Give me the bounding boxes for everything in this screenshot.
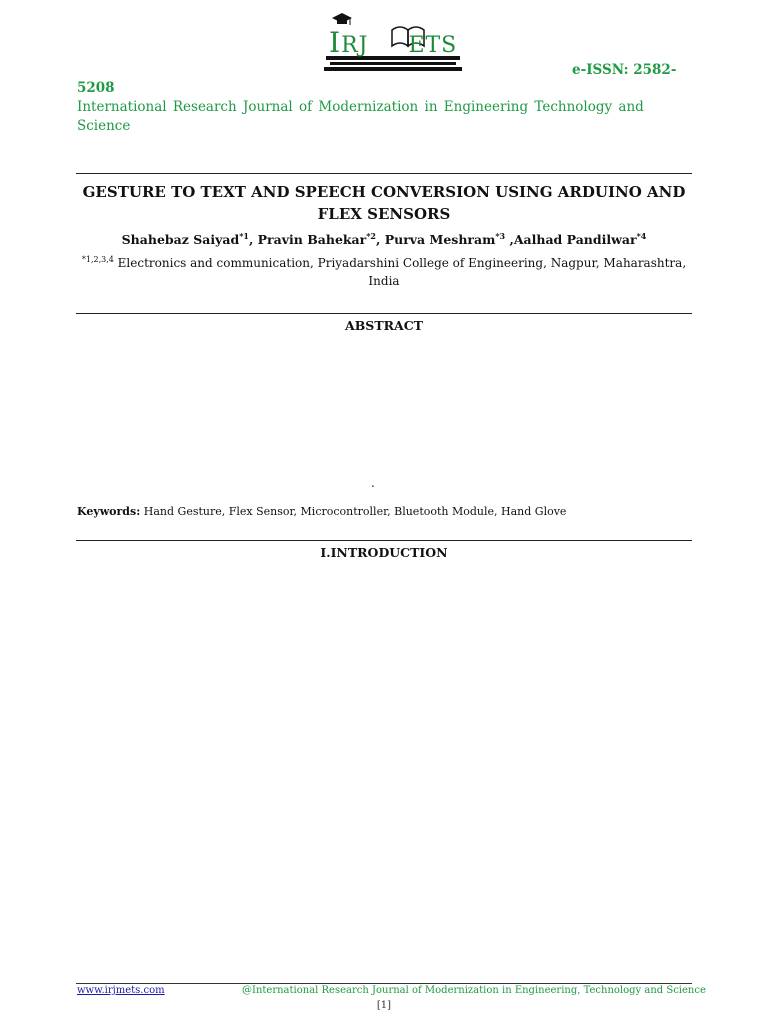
page-number: [1]: [376, 1000, 392, 1011]
author-name: Aalhad Pandilwar: [513, 232, 637, 247]
author-mark: *1: [239, 230, 249, 241]
abstract-placeholder-dot: .: [371, 476, 375, 490]
journal-name: International Research Journal of Modernization in Engineering Technology and Science: [77, 99, 644, 134]
affiliation-marks: *1,2,3,4: [81, 255, 114, 264]
author-mark: *4: [636, 230, 647, 241]
keywords-label: Keywords:: [77, 505, 141, 518]
website-link[interactable]: www.irjmets.com: [77, 985, 165, 996]
paper-title: GESTURE TO TEXT AND SPEECH CONVERSION USING ARDUINO AND FLEX SENSORS: [82, 183, 686, 223]
keywords-text: Hand Gesture, Flex Sensor, Microcontroller, Bluetooth Module, Hand Glove: [140, 505, 567, 518]
issn-label: e-ISSN: 2582-: [572, 62, 677, 78]
author-name: Purva Meshram: [384, 232, 496, 247]
affiliation-text: Electronics and communication, Priyadarshini College of Engineering, Nagpur, Maharashtra, India: [113, 256, 687, 288]
author-list: Shahebaz Saiyad$^{*1}$, Pravin Bahekar$^{*2}$, Purva Meshram$^{*3}$ ,Aalhad Pandilwar$^{*4}$: [121, 230, 647, 247]
author-name: Pravin Bahekar: [257, 232, 367, 247]
author-name: Shahebaz Saiyad: [121, 232, 240, 247]
footer-divider: [76, 983, 692, 984]
issn-number: 5208: [77, 80, 115, 96]
footer-copyright: @International Research Journal of Modernization in Engineering, Technology and Science: [242, 985, 706, 996]
affiliation: [78, 254, 690, 290]
title-divider: [76, 313, 692, 314]
header-divider: [76, 173, 692, 174]
author-mark: *2: [366, 230, 376, 241]
keywords: [77, 505, 689, 518]
keywords-divider: [76, 540, 692, 541]
journal-logo: [324, 8, 462, 72]
abstract-heading: ABSTRACT: [345, 318, 423, 333]
author-mark: *3: [495, 230, 506, 241]
introduction-heading: I.INTRODUCTION: [320, 545, 448, 560]
logo-wordmark: IRJ ETS: [329, 26, 458, 59]
